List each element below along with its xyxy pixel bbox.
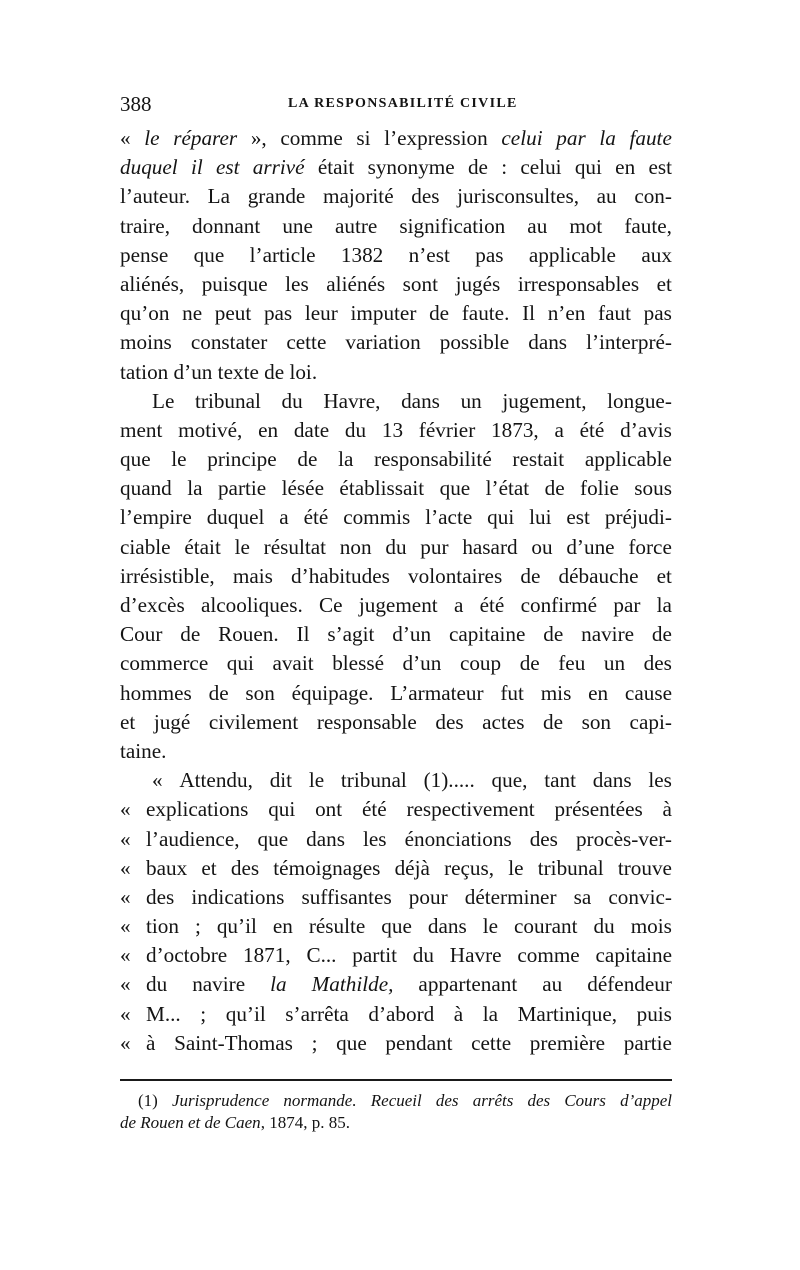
quote-mark: « (120, 884, 131, 909)
quoted-line (120, 1029, 672, 1058)
text-line: d’excès alcooliques. Ce jugement a été confirmé par la (120, 593, 672, 617)
text-line: l’auteur. La grande majorité des jurisconsultes, au con- (120, 184, 672, 209)
quoted-line (120, 1000, 672, 1029)
quote-mark: « (120, 1030, 131, 1055)
quoted-line (120, 883, 672, 912)
text-line: taine. (120, 738, 167, 763)
text-line: ment motivé, en date du 13 février 1873, a été d’avis (120, 417, 672, 442)
footnote-rule (120, 1079, 672, 1081)
quoted-line (120, 970, 672, 999)
text-line: que le principe de la responsabilité restait applicable (120, 447, 672, 472)
quote-mark: « (120, 855, 131, 880)
quoted-line (120, 854, 672, 883)
text-line: Cour de Rouen. Il s’agit d’un capitaine de navire de (120, 622, 672, 647)
text-line: Le tribunal du Havre, dans un jugement, longue- (152, 388, 672, 413)
paragraph (120, 124, 672, 387)
text-line: baux et des témoignages déjà reçus, le tribunal trouve (146, 855, 672, 880)
quote-mark: « (120, 826, 131, 851)
text-line: aliénés, puisque les aliénés sont jugés irresponsables et (120, 271, 672, 296)
footnote-line: de Rouen et de Caen , 1874, p. 85. (120, 1113, 350, 1132)
text-line: commerce qui avait blessé d’un coup de feu un des (120, 651, 672, 676)
text-line: ciable était le résultat non du pur hasard ou d’une force (120, 534, 672, 559)
quoted-line (120, 941, 672, 970)
text-line: irrésistible, mais d’habitudes volontaires de débauche et (120, 563, 672, 588)
quoted-line (120, 795, 672, 824)
quoted-line (120, 825, 672, 854)
text-line: des indications suffisantes pour déterminer sa convic- (146, 884, 672, 909)
text-line: explications qui ont été respectivement présentées à (146, 797, 672, 822)
text-line: « Attendu, dit le tribunal (1)..... que, tant dans les (152, 768, 672, 793)
quote-mark: « (120, 1001, 131, 1026)
page-number: 388 (120, 92, 152, 116)
text-line: hommes de son équipage. L’armateur fut mis en cause (120, 680, 672, 705)
text-line: d’octobre 1871, C... partit du Havre comme capitaine (146, 943, 672, 968)
paragraph (120, 387, 672, 766)
quote-mark: « (120, 943, 131, 968)
text-line: du navire la Mathilde, appartenant au défendeur (146, 972, 672, 997)
body-text (120, 124, 672, 1058)
quoted-line (120, 912, 672, 941)
text-line: et jugé civilement responsable des actes de son capi- (120, 709, 672, 734)
page-header (120, 92, 672, 118)
quote-mark: « (120, 797, 131, 822)
text-line: « le réparer », comme si l’expression celui par la faute (120, 126, 672, 150)
quote-mark: « (120, 972, 131, 997)
text-line: l’empire duquel a été commis l’acte qui lui est préjudi- (120, 505, 672, 530)
footnote-line: (1) Jurisprudence normande. Recueil des arrêts des Cours d’appel (138, 1091, 672, 1110)
text-line: à Saint-Thomas ; que pendant cette première partie (146, 1030, 672, 1055)
text-line: moins constater cette variation possible dans l’interpré- (120, 330, 672, 355)
quote-mark: « (120, 914, 131, 939)
text-line: duquel il est arrivé était synonyme de : celui qui en est (120, 155, 672, 180)
text-line: tion ; qu’il en résulte que dans le courant du mois (146, 914, 672, 939)
text-line: M... ; qu’il s’arrêta d’abord à la Martinique, puis (146, 1001, 672, 1026)
text-line: traire, donnant une autre signification au mot faute, (120, 213, 672, 238)
footnote (120, 1090, 672, 1134)
text-line: pense que l’article 1382 n’est pas applicable aux (120, 242, 672, 267)
text-line: l’audience, que dans les énonciations des procès-ver- (146, 826, 672, 851)
running-head: LA RESPONSABILITÉ CIVILE (288, 96, 518, 111)
text-line: qu’on ne peut pas leur imputer de faute. Il n’en faut pas (120, 301, 672, 326)
text-line: tation d’un texte de loi. (120, 359, 318, 384)
text-line: quand la partie lésée établissait que l’état de folie sous (120, 476, 672, 501)
quotation-paragraph (120, 766, 672, 1058)
